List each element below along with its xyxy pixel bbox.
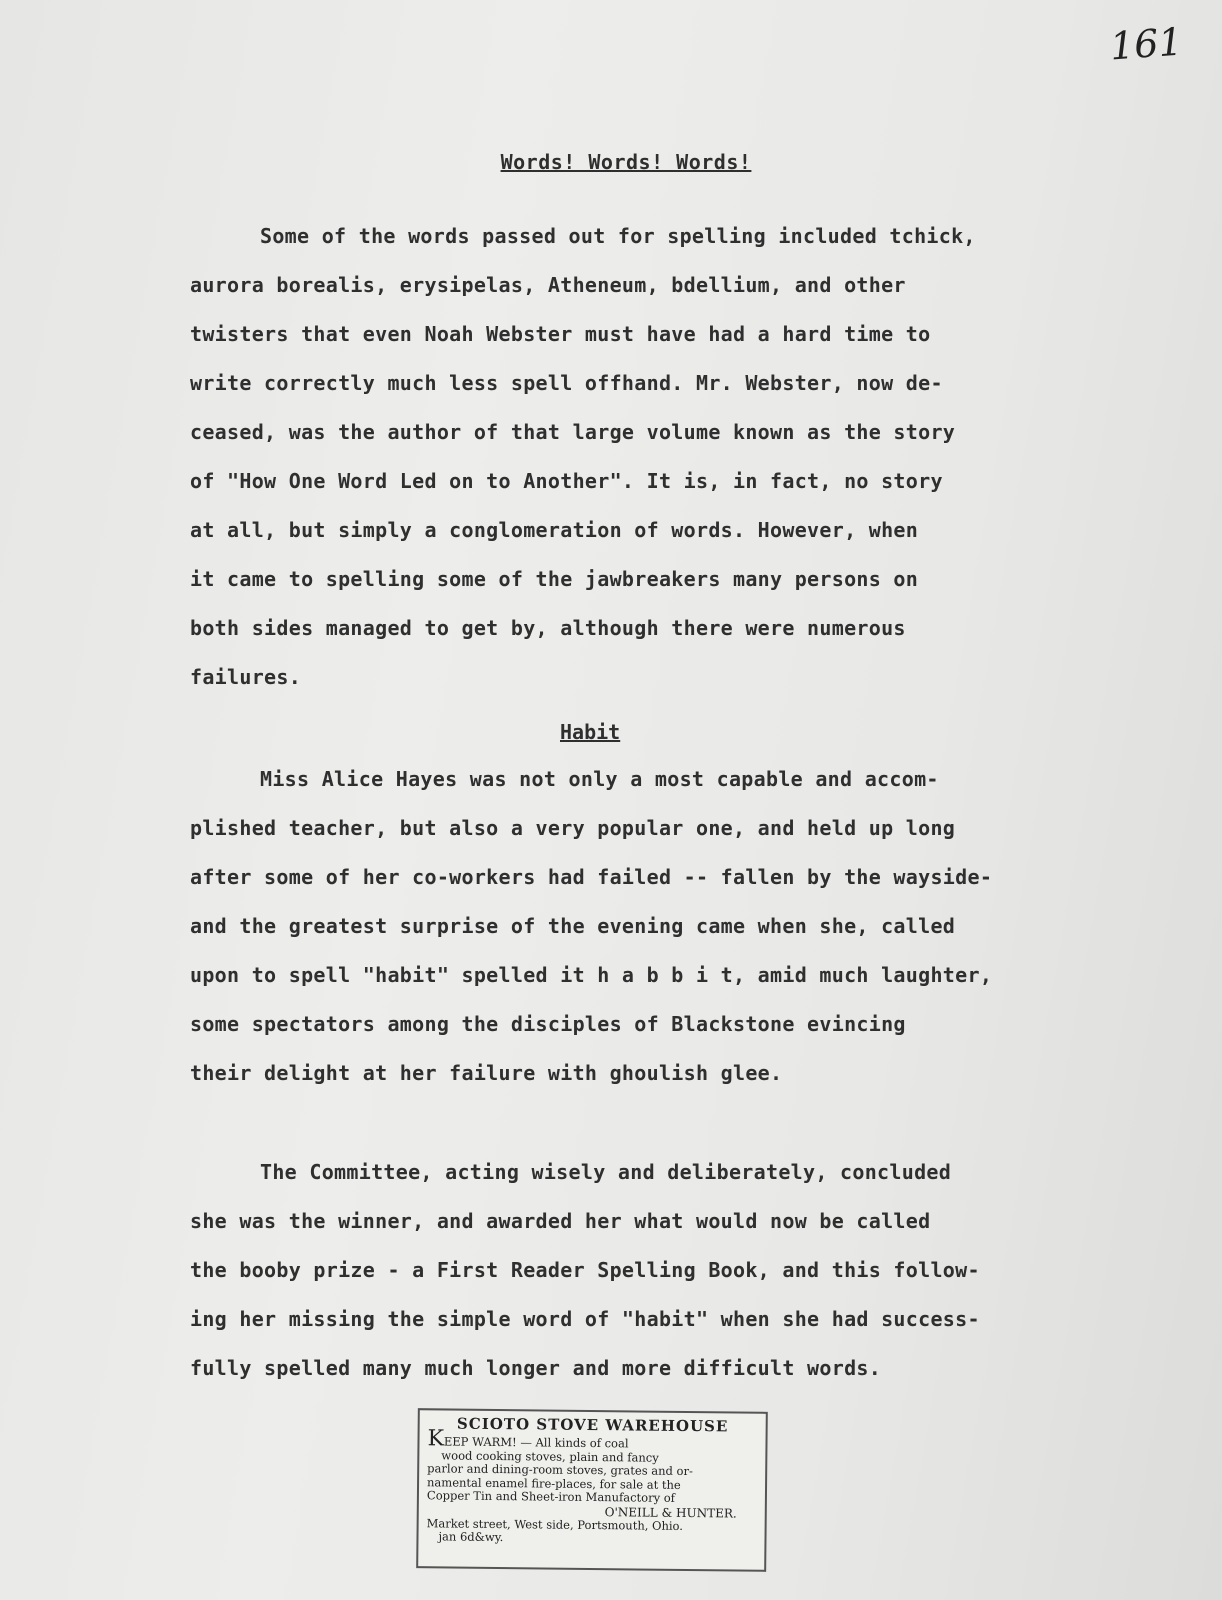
text-line: of "How One Word Led on to Another". It is, in fact, no story — [190, 469, 943, 493]
text-line: their delight at her failure with ghoulish glee. — [190, 1061, 783, 1085]
clipping-signature: O'NEILL & HUNTER. — [604, 1504, 737, 1521]
text-line: ing her missing the simple word of "habit" when she had success- — [190, 1307, 980, 1331]
clipping-text: EEP WARM! — All kinds of coal — [443, 1434, 629, 1451]
clipping-line: parlor and dining-room stoves, grates and or- — [427, 1461, 693, 1479]
page-number: 161 — [1108, 19, 1184, 69]
clipping-line: wood cooking stoves, plain and fancy — [441, 1447, 659, 1465]
paragraph-habit — [190, 755, 1150, 1098]
text-line: the booby prize - a First Reader Spelling Book, and this follow- — [190, 1258, 980, 1282]
clipping-footer — [426, 1517, 756, 1547]
clipping-title: SCIOTO STOVE WAREHOUSE — [456, 1414, 729, 1436]
text-line: Some of the words passed out for spelling included tchick, — [260, 224, 976, 248]
text-line: write correctly much less spell offhand. Mr. Webster, now de- — [190, 371, 943, 395]
clipping-line: namental enamel fire-places, for sale at the — [427, 1474, 681, 1492]
page-title: Words! Words! Words! — [500, 150, 752, 174]
text-line: at all, but simply a conglomeration of words. However, when — [190, 518, 919, 542]
section-heading: Habit — [560, 720, 621, 744]
paragraph-words — [190, 212, 1150, 702]
clipping-line: Copper Tin and Sheet-iron Manufactory of — [426, 1488, 676, 1505]
text-line: failures. — [190, 665, 302, 689]
clipping-body — [426, 1426, 758, 1506]
text-line: it came to spelling some of the jawbreakers many persons on — [190, 567, 919, 591]
text-line: and the greatest surprise of the evening came when she, called — [190, 914, 956, 938]
clipping-line: Market street, West side, Portsmouth, Ohio. — [426, 1515, 684, 1533]
text-line: ceased, was the author of that large volume known as the story — [190, 420, 956, 444]
text-line: both sides managed to get by, although there were numerous — [190, 616, 906, 640]
newspaper-clipping — [416, 1408, 768, 1572]
text-line: Miss Alice Hayes was not only a most capable and accom- — [260, 767, 939, 791]
text-line: fully spelled many much longer and more difficult words. — [190, 1356, 882, 1380]
text-line: she was the winner, and awarded her what would now be called — [190, 1209, 931, 1233]
text-line: The Committee, acting wisely and deliberately, concluded — [260, 1160, 952, 1184]
text-line: plished teacher, but also a very popular one, and held up long — [190, 816, 956, 840]
clipping-line: jan 6d&wy. — [438, 1529, 504, 1545]
text-line: after some of her co-workers had failed -- fallen by the wayside- — [190, 865, 993, 889]
text-line: some spectators among the disciples of Blackstone evincing — [190, 1012, 906, 1036]
text-line: twisters that even Noah Webster must have had a hard time to — [190, 322, 931, 346]
drop-cap: K — [427, 1426, 445, 1452]
text-line: upon to spell "habit" spelled it h a b b i t, amid much laughter, — [190, 963, 993, 987]
paragraph-committee — [190, 1148, 1150, 1393]
text-line: aurora borealis, erysipelas, Atheneum, bdellium, and other — [190, 273, 906, 297]
